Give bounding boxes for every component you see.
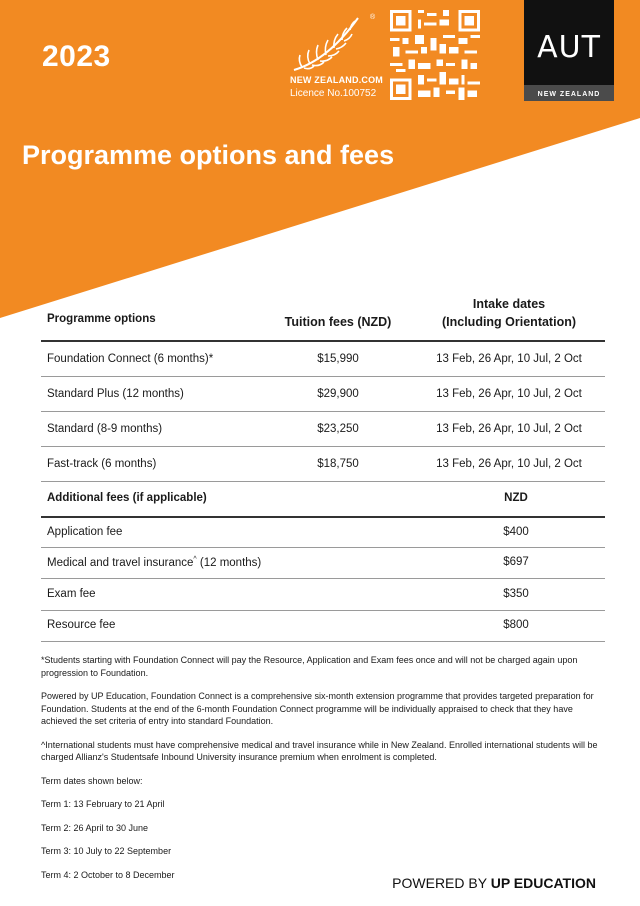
programme-table-header — [41, 294, 605, 342]
term-item: Term 1: 13 February to 21 April — [41, 799, 165, 809]
header-tuition-fees: Tuition fees (NZD) — [284, 315, 392, 329]
tuition-fee: $15,990 — [317, 353, 359, 365]
tuition-fee: $18,750 — [317, 458, 359, 470]
header-programme-options: Programme options — [47, 313, 156, 325]
additional-fees-table — [41, 486, 605, 642]
fee-amount: $800 — [503, 619, 529, 631]
page-title: Programme options and fees — [22, 140, 395, 170]
aut-wordmark: AUT — [537, 30, 601, 65]
licence-number: Licence No.100752 — [290, 88, 377, 99]
additional-fees-header — [41, 486, 605, 518]
header-additional-fees: Additional fees (if applicable) — [47, 492, 207, 504]
note-insurance: ^International students must have comprehensive medical and travel insurance while in New Zealand. Enrolled international students will be charged Allianz's Studentsafe Inbound University insurance premium when enrolment is completed. — [41, 739, 598, 762]
note-powered-by: Powered by UP Education, Foundation Connect is a comprehensive six-month extension programme that provides targeted preparation for Foundation. Students at the end of the 6-month Foundation Connect programme will be individually appraised to check that they have achieved the set criteria of entry into standard Foundation. — [41, 691, 594, 726]
nz-logo-text: NEW ZEALAND.COM — [290, 75, 383, 85]
fee-label: Medical and travel insurance^ (12 months) — [47, 556, 262, 569]
table-row — [41, 342, 605, 377]
table-row — [41, 611, 605, 642]
fee-amount: $697 — [503, 556, 529, 568]
table-row — [41, 377, 605, 412]
intake-dates: 13 Feb, 26 Apr, 10 Jul, 2 Oct — [436, 423, 582, 435]
fee-amount: $350 — [503, 588, 529, 600]
year-label: 2023 — [42, 40, 111, 73]
programme-name: Fast-track (6 months) — [47, 458, 157, 470]
term-list — [41, 798, 601, 881]
table-row — [41, 447, 605, 482]
tuition-fee: $23,250 — [317, 423, 359, 435]
fee-label: Exam fee — [47, 588, 96, 600]
powered-by-footer: POWERED BY UP EDUCATION — [392, 875, 596, 891]
programme-name: Standard Plus (12 months) — [47, 388, 184, 400]
term-dates-intro: Term dates shown below: — [41, 775, 143, 786]
table-row — [41, 412, 605, 447]
table-row — [41, 548, 605, 579]
footnotes — [41, 654, 601, 892]
programme-table — [41, 294, 605, 482]
note-foundation-connect: *Students starting with Foundation Connect will pay the Resource, Application and Exam fees once and will not be charged again upon progression to Foundation. — [41, 655, 578, 678]
aut-logo — [524, 0, 614, 101]
table-row — [41, 518, 605, 548]
term-item: Term 3: 10 July to 22 September — [41, 846, 172, 856]
header-intake-subtitle: (Including Orientation) — [441, 315, 576, 329]
aut-subtext: NEW ZEALAND — [537, 91, 601, 98]
fee-amount: $400 — [503, 526, 529, 538]
fee-label: Resource fee — [47, 619, 116, 631]
table-row — [41, 579, 605, 611]
qr-code[interactable] — [390, 10, 480, 100]
term-item: Term 2: 26 April to 30 June — [41, 822, 149, 833]
svg-text:®: ® — [370, 14, 376, 21]
header-nzd: NZD — [504, 492, 528, 504]
programme-name: Standard (8-9 months) — [47, 423, 163, 435]
intake-dates: 13 Feb, 26 Apr, 10 Jul, 2 Oct — [436, 388, 582, 400]
term-item: Term 4: 2 October to 8 December — [41, 869, 175, 880]
fee-label: Application fee — [47, 526, 123, 538]
programme-name: Foundation Connect (6 months)* — [47, 353, 214, 365]
intake-dates: 13 Feb, 26 Apr, 10 Jul, 2 Oct — [436, 458, 582, 470]
tuition-fee: $29,900 — [317, 388, 359, 400]
header-intake-dates: Intake dates — [472, 297, 546, 311]
intake-dates: 13 Feb, 26 Apr, 10 Jul, 2 Oct — [436, 353, 582, 365]
